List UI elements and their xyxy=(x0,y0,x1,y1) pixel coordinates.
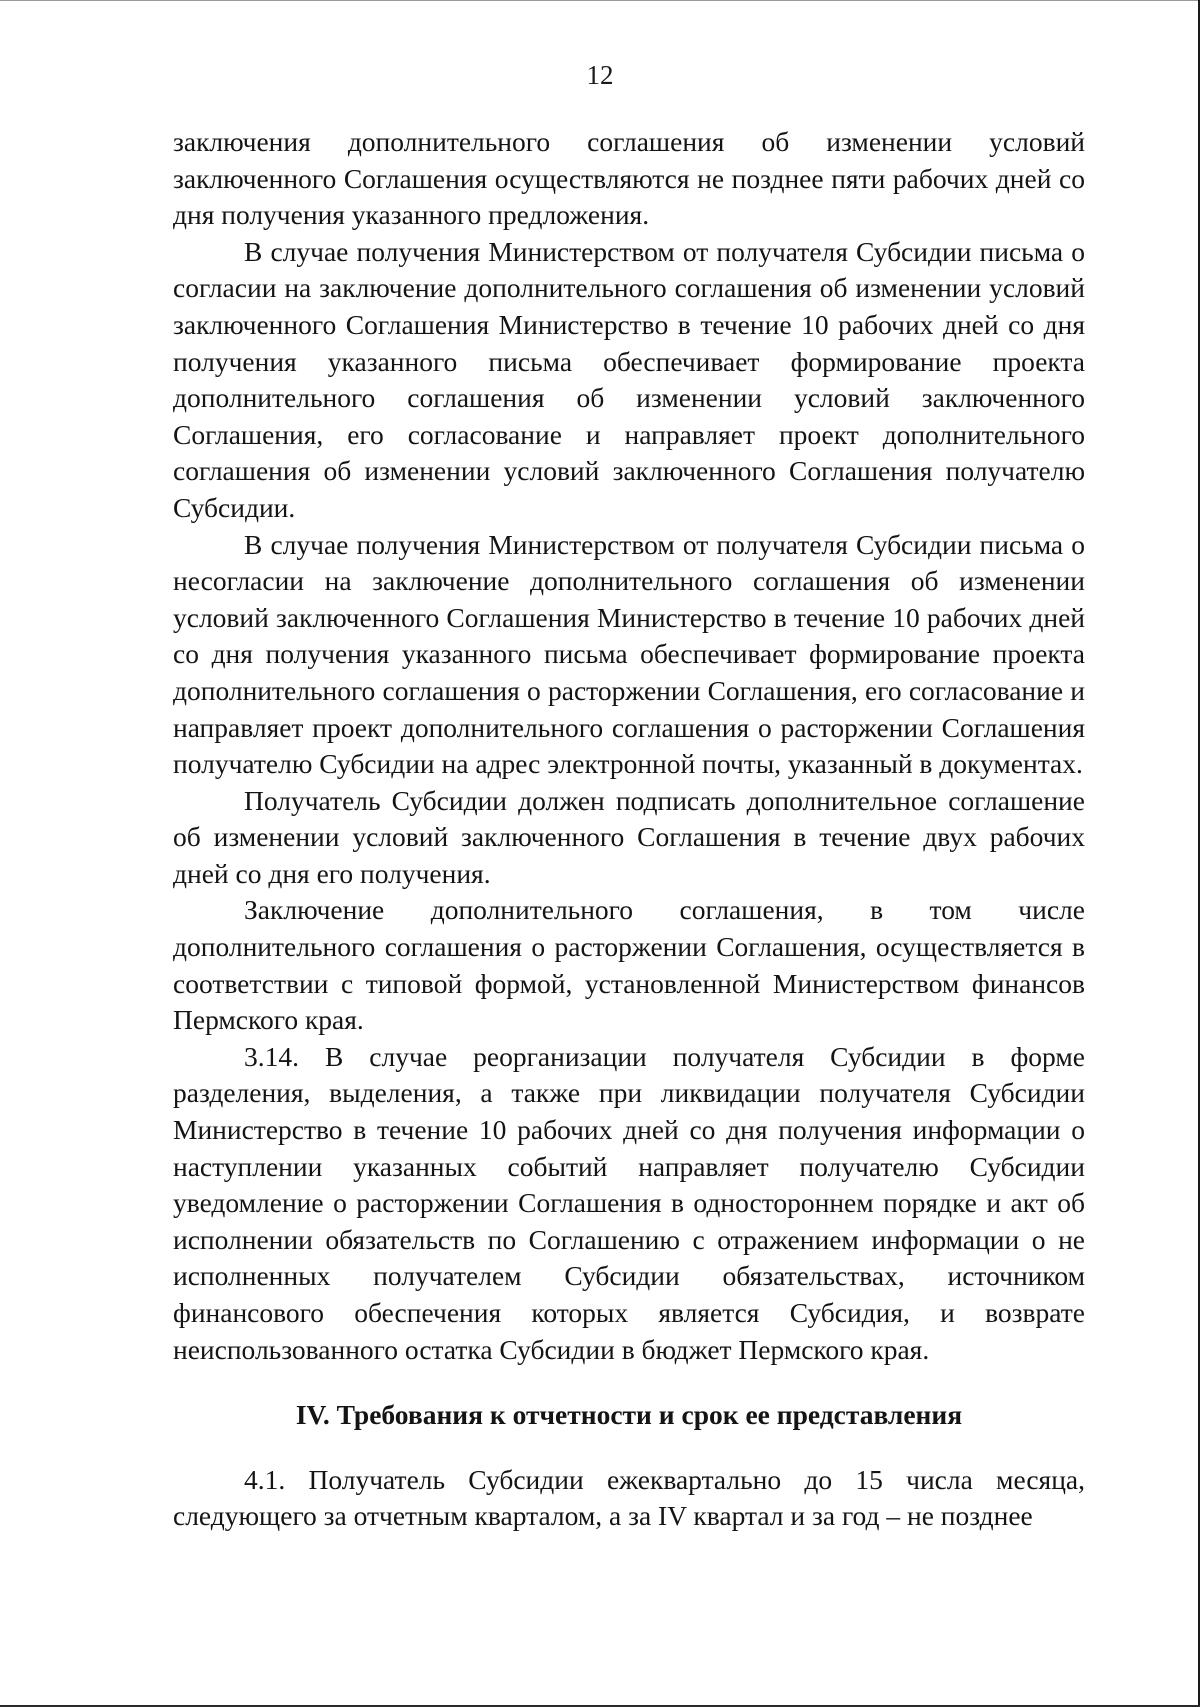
paragraph-consent: В случае получения Министерством от получателя Субсидии письма о согласии на заключение дополнительного соглашения об изменении условий заключенного Соглашения Министерство в течение 10 рабочих дней со дня получения указанного письма обеспечивает формирование проекта дополнительного соглашения об изменении условий заключенного Соглашения, его согласование и направляет проект дополнительного соглашения об изменении условий заключенного Соглашения получателю Субсидии. xyxy=(173,235,1085,523)
document-body xyxy=(173,124,1085,1535)
paragraph-conclusion: Заключение дополнительного соглашения, в том числе дополнительного соглашения о расторжении Соглашения, осуществляется в соответствии с типовой формой, установленной Министерством финансов Пермского края. xyxy=(173,894,1085,1036)
section-heading: IV. Требования к отчетности и срок ее представления xyxy=(295,1399,963,1431)
paragraph-disagreement: В случае получения Министерством от получателя Субсидии письма о несогласии на заключение дополнительного соглашения об изменении условий заключенного Соглашения Министерство в течение 10 рабочих дней со дня получения указанного письма обеспечивает формирование проекта дополнительного соглашения о расторжении Соглашения, его согласование и направляет проект дополнительного соглашения о расторжении Соглашения получателю Субсидии на адрес электронной почты, указанный в документах. xyxy=(173,528,1085,780)
paragraph-4-1: 4.1. Получатель Субсидии ежеквартально до 15 числа месяца, следующего за отчетным кварталом, а за IV квартал и за год – не позднее xyxy=(173,1463,1085,1532)
paragraph-continuation: заключения дополнительного соглашения об изменении условий заключенного Соглашения осуществляются не позднее пяти рабочих дней со дня получения указанного предложения. xyxy=(173,126,1085,231)
page-number: 12 xyxy=(586,60,614,90)
scan-edge-top xyxy=(0,0,1200,1)
paragraph-3-14: 3.14. В случае реорганизации получателя Субсидии в форме разделения, выделения, а также при ликвидации получателя Субсидии Министерство в течение 10 рабочих дней со дня получения информации о наступлении указанных событий направляет получателю Субсидии уведомление о расторжении Соглашения в одностороннем порядке и акт об исполнении обязательств по Соглашению с отражением информации о не исполненных получателем Субсидии обязательствах, источником финансового обеспечения которых является Субсидия, и возврате неиспользованного остатка Субсидии в бюджет Пермского края. xyxy=(173,1040,1085,1365)
paragraph-signing: Получатель Субсидии должен подписать дополнительное соглашение об изменении условий заключенного Соглашения в течение двух рабочих дней со дня его получения. xyxy=(173,784,1085,889)
